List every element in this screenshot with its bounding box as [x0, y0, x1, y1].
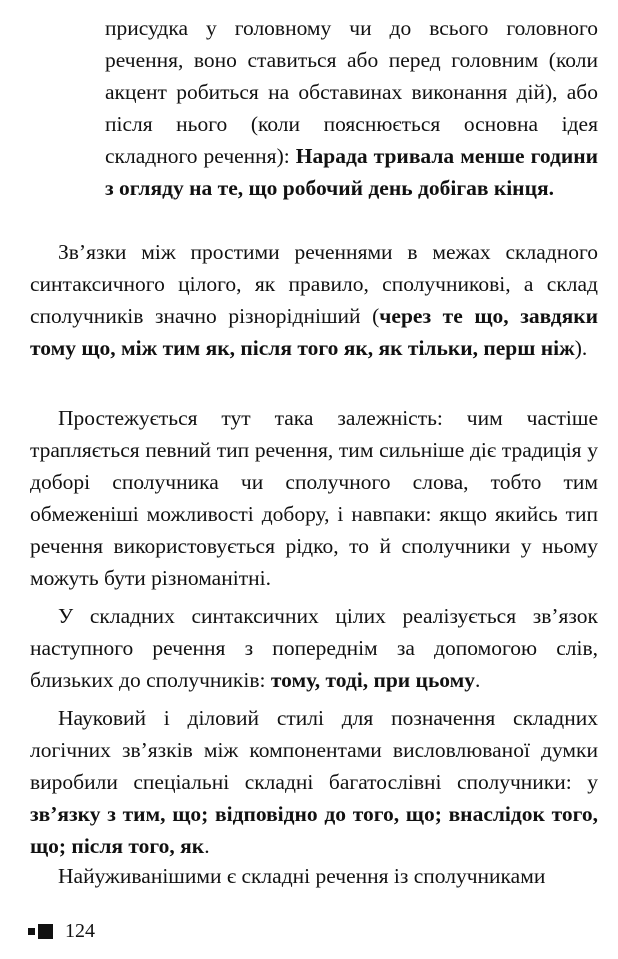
- conjunctions-bold: зв’язку з тим, що; відповідно до того, що; внаслідок того, що; після того, як: [30, 802, 598, 858]
- page-number: 124: [65, 920, 95, 942]
- paragraph-complex-wholes: [30, 600, 598, 696]
- paragraph-continuation: [105, 12, 598, 204]
- paragraph-text: присудка у головному чи до всього головного речення, воно ставиться або перед головним (коли акцент робиться на обставинах виконання дій), або після нього (коли пояснюється основна ідея складного речення):: [105, 16, 598, 168]
- words-bold: тому, тоді, при цьому: [270, 668, 476, 692]
- conjunction-list-bold: через те що, завдяки тому що, між тим як, після того як, як тільки, перш ніж: [30, 304, 599, 360]
- paragraph-text: Зв’язки між простими реченнями в межах складного синтаксичного цілого, як правило, сполучникові, а склад сполучників значно різнорідніший (: [30, 240, 598, 328]
- paragraph-tail: .: [204, 834, 210, 858]
- paragraph-tail: .: [475, 668, 481, 692]
- paragraph-styles: [30, 702, 598, 862]
- paragraph-text: Найуживанішими є складні речення із сполучниками: [58, 864, 546, 888]
- paragraph-tail: ).: [574, 336, 588, 360]
- paragraph-connections: [30, 236, 598, 364]
- paragraph-most-used: [30, 860, 598, 892]
- paragraph-text: Науковий і діловий стилі для позначення складних логічних зв’язків між компонентами висловлюваної думки виробили спеціальні складні багатослівні сполучники: у: [30, 706, 598, 794]
- page-footer: [28, 920, 95, 943]
- paragraph-text: Простежується тут така залежність: чим частіше трапляється певний тип речення, тим сильніше діє традиція у доборі сполучника чи сполучного слова, тобто тим обмеженіші можливості добору, і навпаки: якщо якийсь тип речення використовується рідко, то й сполучники у ньому можуть бути різноманітні.: [30, 406, 598, 590]
- paragraph-dependency: [30, 402, 598, 594]
- example-bold: Нарада тривала менше години з огляду на те, що робочий день добігав кінця.: [105, 144, 598, 200]
- page-marker-icon: [28, 924, 53, 939]
- paragraph-text: У складних синтаксичних цілих реалізується зв’язок наступного речення з попереднім за допомогою слів, близьких до сполучників:: [30, 604, 598, 692]
